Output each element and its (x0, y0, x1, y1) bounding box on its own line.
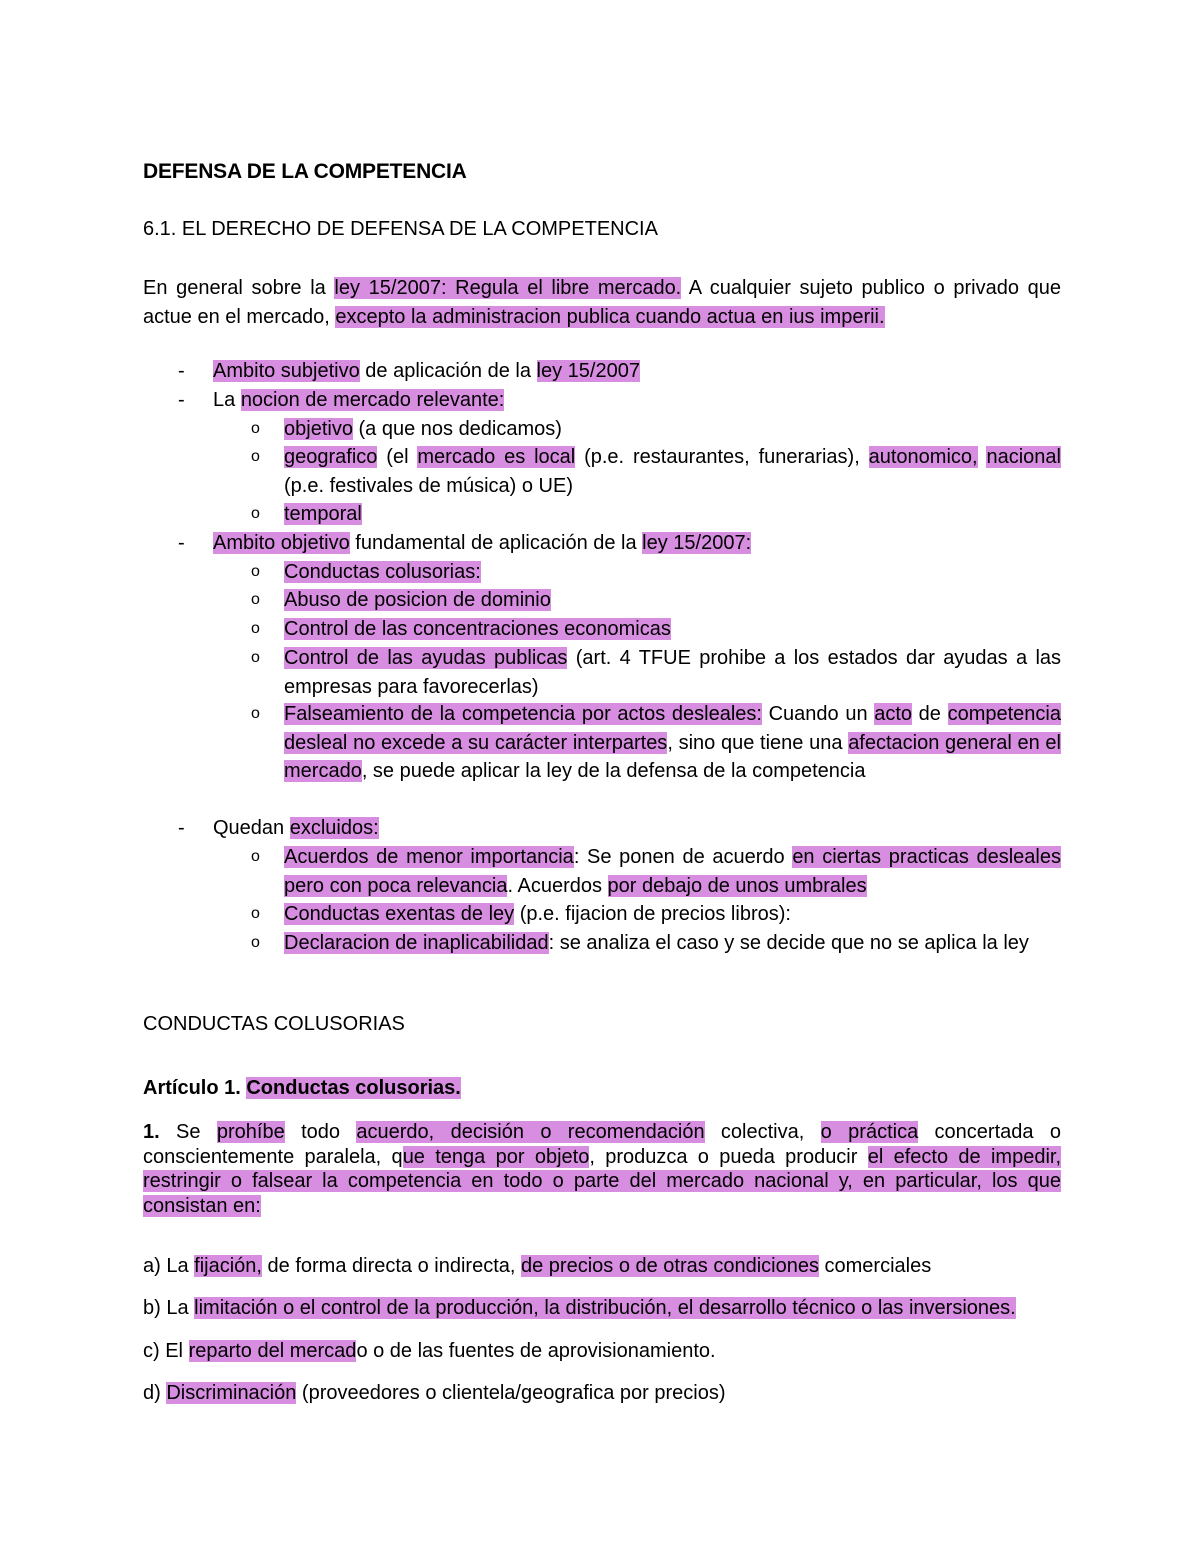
highlighted-text: o práctica (820, 1121, 919, 1143)
dash-bullet: - (178, 389, 185, 411)
text-run (284, 644, 1061, 701)
text-run: (art. 4 TFUE prohibe a los estados dar ayudas a las empresas para favorecerlas) (284, 647, 1062, 698)
dash-bullet: - (178, 532, 185, 554)
highlighted-text: de precios o de otras condiciones (520, 1255, 819, 1277)
highlighted-text: Abuso de posicion de dominio (284, 589, 551, 611)
text-run (284, 615, 1061, 644)
highlighted-text: excluidos: (289, 817, 379, 839)
highlighted-text: ley 15/2007 (536, 360, 640, 382)
highlighted-text: limitación o el control de la producción, la distribución, el desarrollo técnico o las inversiones. (194, 1297, 1016, 1319)
highlighted-text: prohíbe (216, 1121, 285, 1143)
text-run (213, 529, 1061, 558)
circle-bullet: o (251, 848, 260, 865)
text-run (284, 586, 1061, 615)
text-run: , sino que tiene una (667, 731, 849, 754)
text-run: concertada o conscientemente paralela, q (143, 1121, 1061, 1168)
highlighted-text: objetivo (284, 418, 353, 440)
text-run: En general sobre la (143, 277, 335, 299)
highlighted-text: Conductas exentas de ley (284, 903, 515, 925)
article-body (143, 1120, 1061, 1218)
text-run: La (213, 389, 241, 411)
highlighted-text: ley 15/2007: (642, 532, 752, 554)
highlighted-text: Ambito subjetivo (213, 360, 360, 382)
highlighted-text: competencia desleal no excede a su carácter interpartes (284, 703, 1061, 754)
text-run: Se (159, 1121, 217, 1143)
highlighted-text: reparto del mercad (188, 1340, 357, 1362)
text-run: , produzca o pueda producir (589, 1145, 868, 1168)
highlighted-text: geografico (284, 446, 378, 468)
text-run: d) (143, 1382, 167, 1404)
highlighted-text: Conductas colusorias. (246, 1077, 461, 1099)
highlighted-text: nocion de mercado relevante: (240, 389, 505, 411)
highlight: ley 15/2007: Regula el libre mercado. (334, 277, 682, 299)
text-run: 1. (143, 1121, 160, 1143)
item-a (143, 1255, 931, 1278)
intro-paragraph (143, 274, 1061, 332)
circle-bullet: o (251, 620, 260, 637)
text-run: o o de las fuentes de aprovisionamiento. (356, 1340, 716, 1362)
highlighted-text: en ciertas practicas desleales pero con poca relevancia (284, 846, 1061, 897)
text-run: Quedan (213, 817, 290, 839)
text-run: . Acuerdos (507, 874, 608, 897)
text-run (213, 357, 1061, 386)
highlighted-text: Acuerdos de menor importancia (284, 846, 574, 868)
highlighted-text: Discriminación (166, 1382, 297, 1404)
text-run: (p.e. restaurantes, funerarias), (575, 446, 869, 468)
highlighted-text: Control de las ayudas publicas (284, 647, 568, 669)
circle-bullet: o (251, 448, 260, 465)
text-run (213, 386, 1061, 415)
document-title: DEFENSA DE LA COMPETENCIA (143, 160, 467, 183)
text-run: Cuando un (761, 703, 875, 725)
circle-bullet: o (251, 505, 260, 522)
highlighted-text: fijación, (194, 1255, 262, 1277)
text-run: (p.e. fijacion de precios libros): (514, 903, 791, 925)
text-run: A cualquier sujeto publico o privado que actue en el mercado, (143, 277, 1061, 328)
highlighted-text: mercado es local (417, 446, 576, 468)
dash-bullet: - (178, 360, 185, 382)
text-run: de forma directa o indirecta, (261, 1255, 521, 1277)
dash-bullet: - (178, 817, 185, 839)
text-run: (a que nos dedicamos) (352, 418, 562, 440)
item-b (143, 1297, 1016, 1320)
circle-bullet: o (251, 934, 260, 951)
text-run (284, 443, 1061, 500)
circle-bullet: o (251, 649, 260, 666)
highlighted-text: nacional (986, 446, 1061, 468)
item-d (143, 1382, 726, 1405)
text-run: de aplicación de la (359, 360, 537, 382)
circle-bullet: o (251, 905, 260, 922)
item-c (143, 1340, 716, 1363)
circle-bullet: o (251, 591, 260, 608)
text-run: b) La (143, 1297, 195, 1319)
highlighted-text: el efecto de impedir, restringir o falsear la competencia en todo o parte del mercado nacional y, en particular, los que consistan en: (143, 1145, 1062, 1217)
text-run (284, 929, 1061, 958)
highlighted-text: Control de las concentraciones economicas (284, 618, 671, 640)
article-title (143, 1077, 461, 1100)
highlighted-text: temporal (284, 503, 362, 525)
section-heading: 6.1. EL DERECHO DE DEFENSA DE LA COMPETENCIA (143, 218, 658, 240)
text-run: Artículo 1. (143, 1077, 247, 1099)
text-run (213, 814, 1061, 843)
text-run: todo (284, 1121, 357, 1143)
text-run (284, 900, 1061, 929)
text-run: c) El (143, 1340, 189, 1362)
highlighted-text: Declaracion de inaplicabilidad (284, 932, 549, 954)
subheading-conductas: CONDUCTAS COLUSORIAS (143, 1013, 405, 1035)
text-run (284, 415, 1061, 444)
text-run: a) La (143, 1255, 195, 1277)
text-run (284, 843, 1061, 900)
text-run: (proveedores o clientela/geografica por precios) (296, 1382, 726, 1404)
text-run: de (912, 703, 948, 725)
highlighted-text: Falseamiento de la competencia por actos desleales: (284, 703, 762, 725)
text-run: fundamental de aplicación de la (349, 532, 643, 554)
highlighted-text: acuerdo, decisión o recomendación (356, 1121, 705, 1143)
text-run (284, 700, 1061, 786)
highlight: excepto la administracion publica cuando actua en ius imperii. (335, 306, 885, 328)
text-run (284, 500, 1061, 529)
highlighted-text: por debajo de unos umbrales (607, 874, 867, 897)
text-run: , se puede aplicar la ley de la defensa de la competencia (361, 760, 866, 782)
text-run: colectiva, (704, 1121, 821, 1143)
text-run: : se analiza el caso y se decide que no se aplica la ley (548, 932, 1029, 954)
circle-bullet: o (251, 563, 260, 580)
highlighted-text: afectacion general en el mercado (284, 731, 1061, 782)
highlighted-text: acto (874, 703, 913, 725)
highlighted-text: ue tenga por objeto (402, 1145, 590, 1168)
circle-bullet: o (251, 420, 260, 437)
text-run: (el (377, 446, 418, 468)
text-run: : Se ponen de acuerdo (573, 846, 793, 868)
text-run: (p.e. festivales de música) o UE) (284, 474, 573, 497)
text-run: comerciales (818, 1255, 932, 1277)
text-run (284, 558, 1061, 587)
highlighted-text: Ambito objetivo (213, 532, 350, 554)
highlighted-text: autonomico, (868, 446, 978, 468)
highlighted-text: Conductas colusorias: (284, 561, 481, 583)
circle-bullet: o (251, 705, 260, 722)
